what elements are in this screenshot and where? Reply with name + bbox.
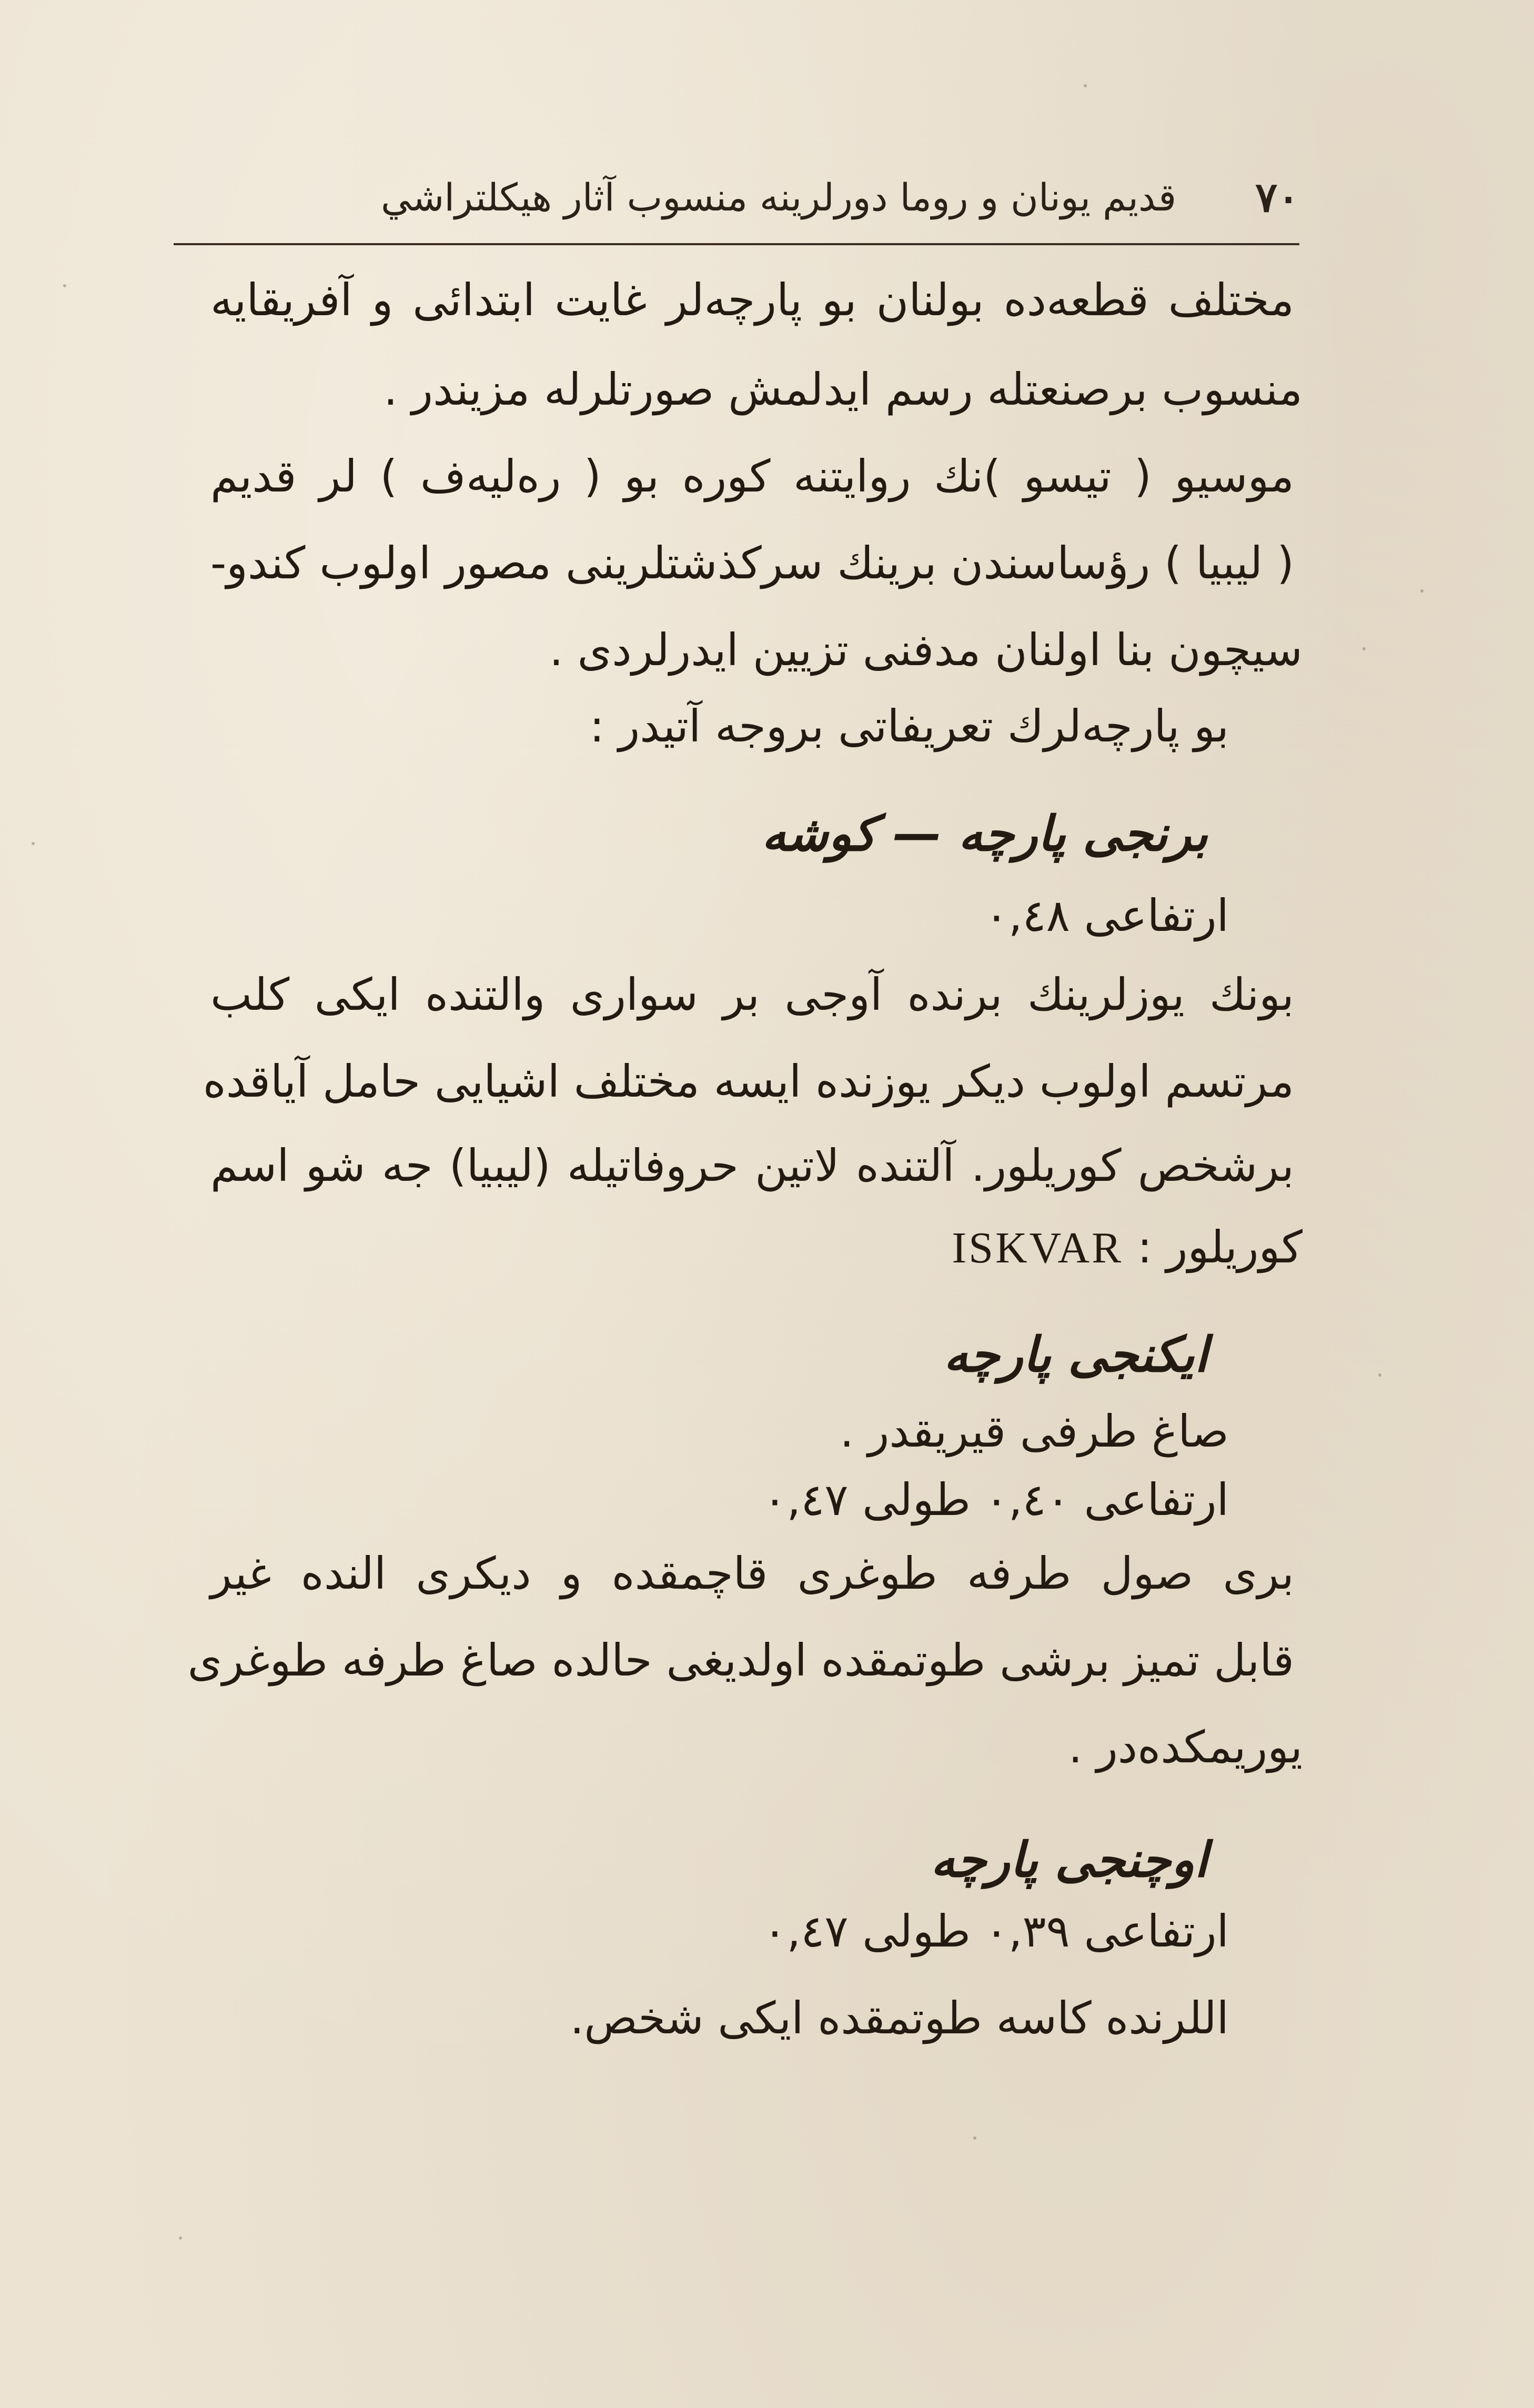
- body-line: بو پارچه‌لرك تعريفاتى بروجه آتيدر :: [589, 700, 1229, 752]
- latin-inscription: ISKVAR: [952, 1223, 1124, 1272]
- body-line: ( ليبيا ) رؤساسندن برينك سركذشتلرينى مصور اولوب كندو-: [210, 537, 1294, 589]
- body-line: منسوب برصنعتله رسم ايدلمش صورتلرله مزيندر .: [383, 364, 1303, 415]
- body-line: قابل تميز برشى طوتمقده اولديغى حالده صاغ طرفه طوغرى: [187, 1634, 1294, 1686]
- piece-2-dimensions: ارتفاعى ٠,٤٠ طولى ٠,٤٧: [763, 1474, 1229, 1526]
- page-number: ٧٠: [1255, 173, 1299, 222]
- body-line: [952, 1221, 1303, 1275]
- section-heading-piece-2: ايكنجى پارچه: [943, 1327, 1208, 1383]
- body-line-text: كوريلور :: [1137, 1221, 1303, 1273]
- piece-3-dimensions: ارتفاعى ٠,٣٩ طولى ٠,٤٧: [763, 1905, 1229, 1957]
- piece-2-side-note: صاغ طرفى قيريقدر .: [840, 1406, 1229, 1457]
- body-line: سيچون بنا اولنان مدفنى تزيين ايدرلردى .: [549, 624, 1303, 676]
- body-line: برشخص كوريلور. آلتنده لاتين حروفاتيله (ليبيا) جه شو اسم: [210, 1140, 1294, 1191]
- section-heading-piece-3: اوچنجى پارچه: [931, 1832, 1208, 1888]
- body-line: بونك يوزلرينك برنده آوجى بر سوارى والتنده ايكى كلب: [210, 969, 1294, 1020]
- body-line: اللرنده كاسه طوتمقده ايكى شخص.: [570, 1992, 1229, 2044]
- body-line: مختلف قطعه‌ده بولنان بو پارچه‌لر غايت ابتدائى و آفريقايه: [210, 274, 1294, 326]
- running-header-title: قديم يونان و روما دورلرينه منسوب آثار هيكلتراشي: [380, 175, 1177, 219]
- section-heading-piece-1: برنجى پارچه — كوشه: [761, 806, 1208, 862]
- header-rule: [174, 243, 1299, 245]
- body-line: موسيو ( تيسو )نك روايتنه كوره بو ( ره‌ليه‌ف ) لر قديم: [210, 450, 1294, 502]
- running-header: [174, 158, 1299, 237]
- body-line: برى صول طرفه طوغرى قاچمقده و ديكرى النده غير: [210, 1548, 1294, 1599]
- body-line: مرتسم اولوب ديكر يوزنده ايسه مختلف اشيايى حامل آياقده: [203, 1056, 1294, 1107]
- body-line: يوريمكده‌در .: [1068, 1721, 1303, 1773]
- piece-1-height: ارتفاعى ٠,٤٨: [984, 890, 1229, 941]
